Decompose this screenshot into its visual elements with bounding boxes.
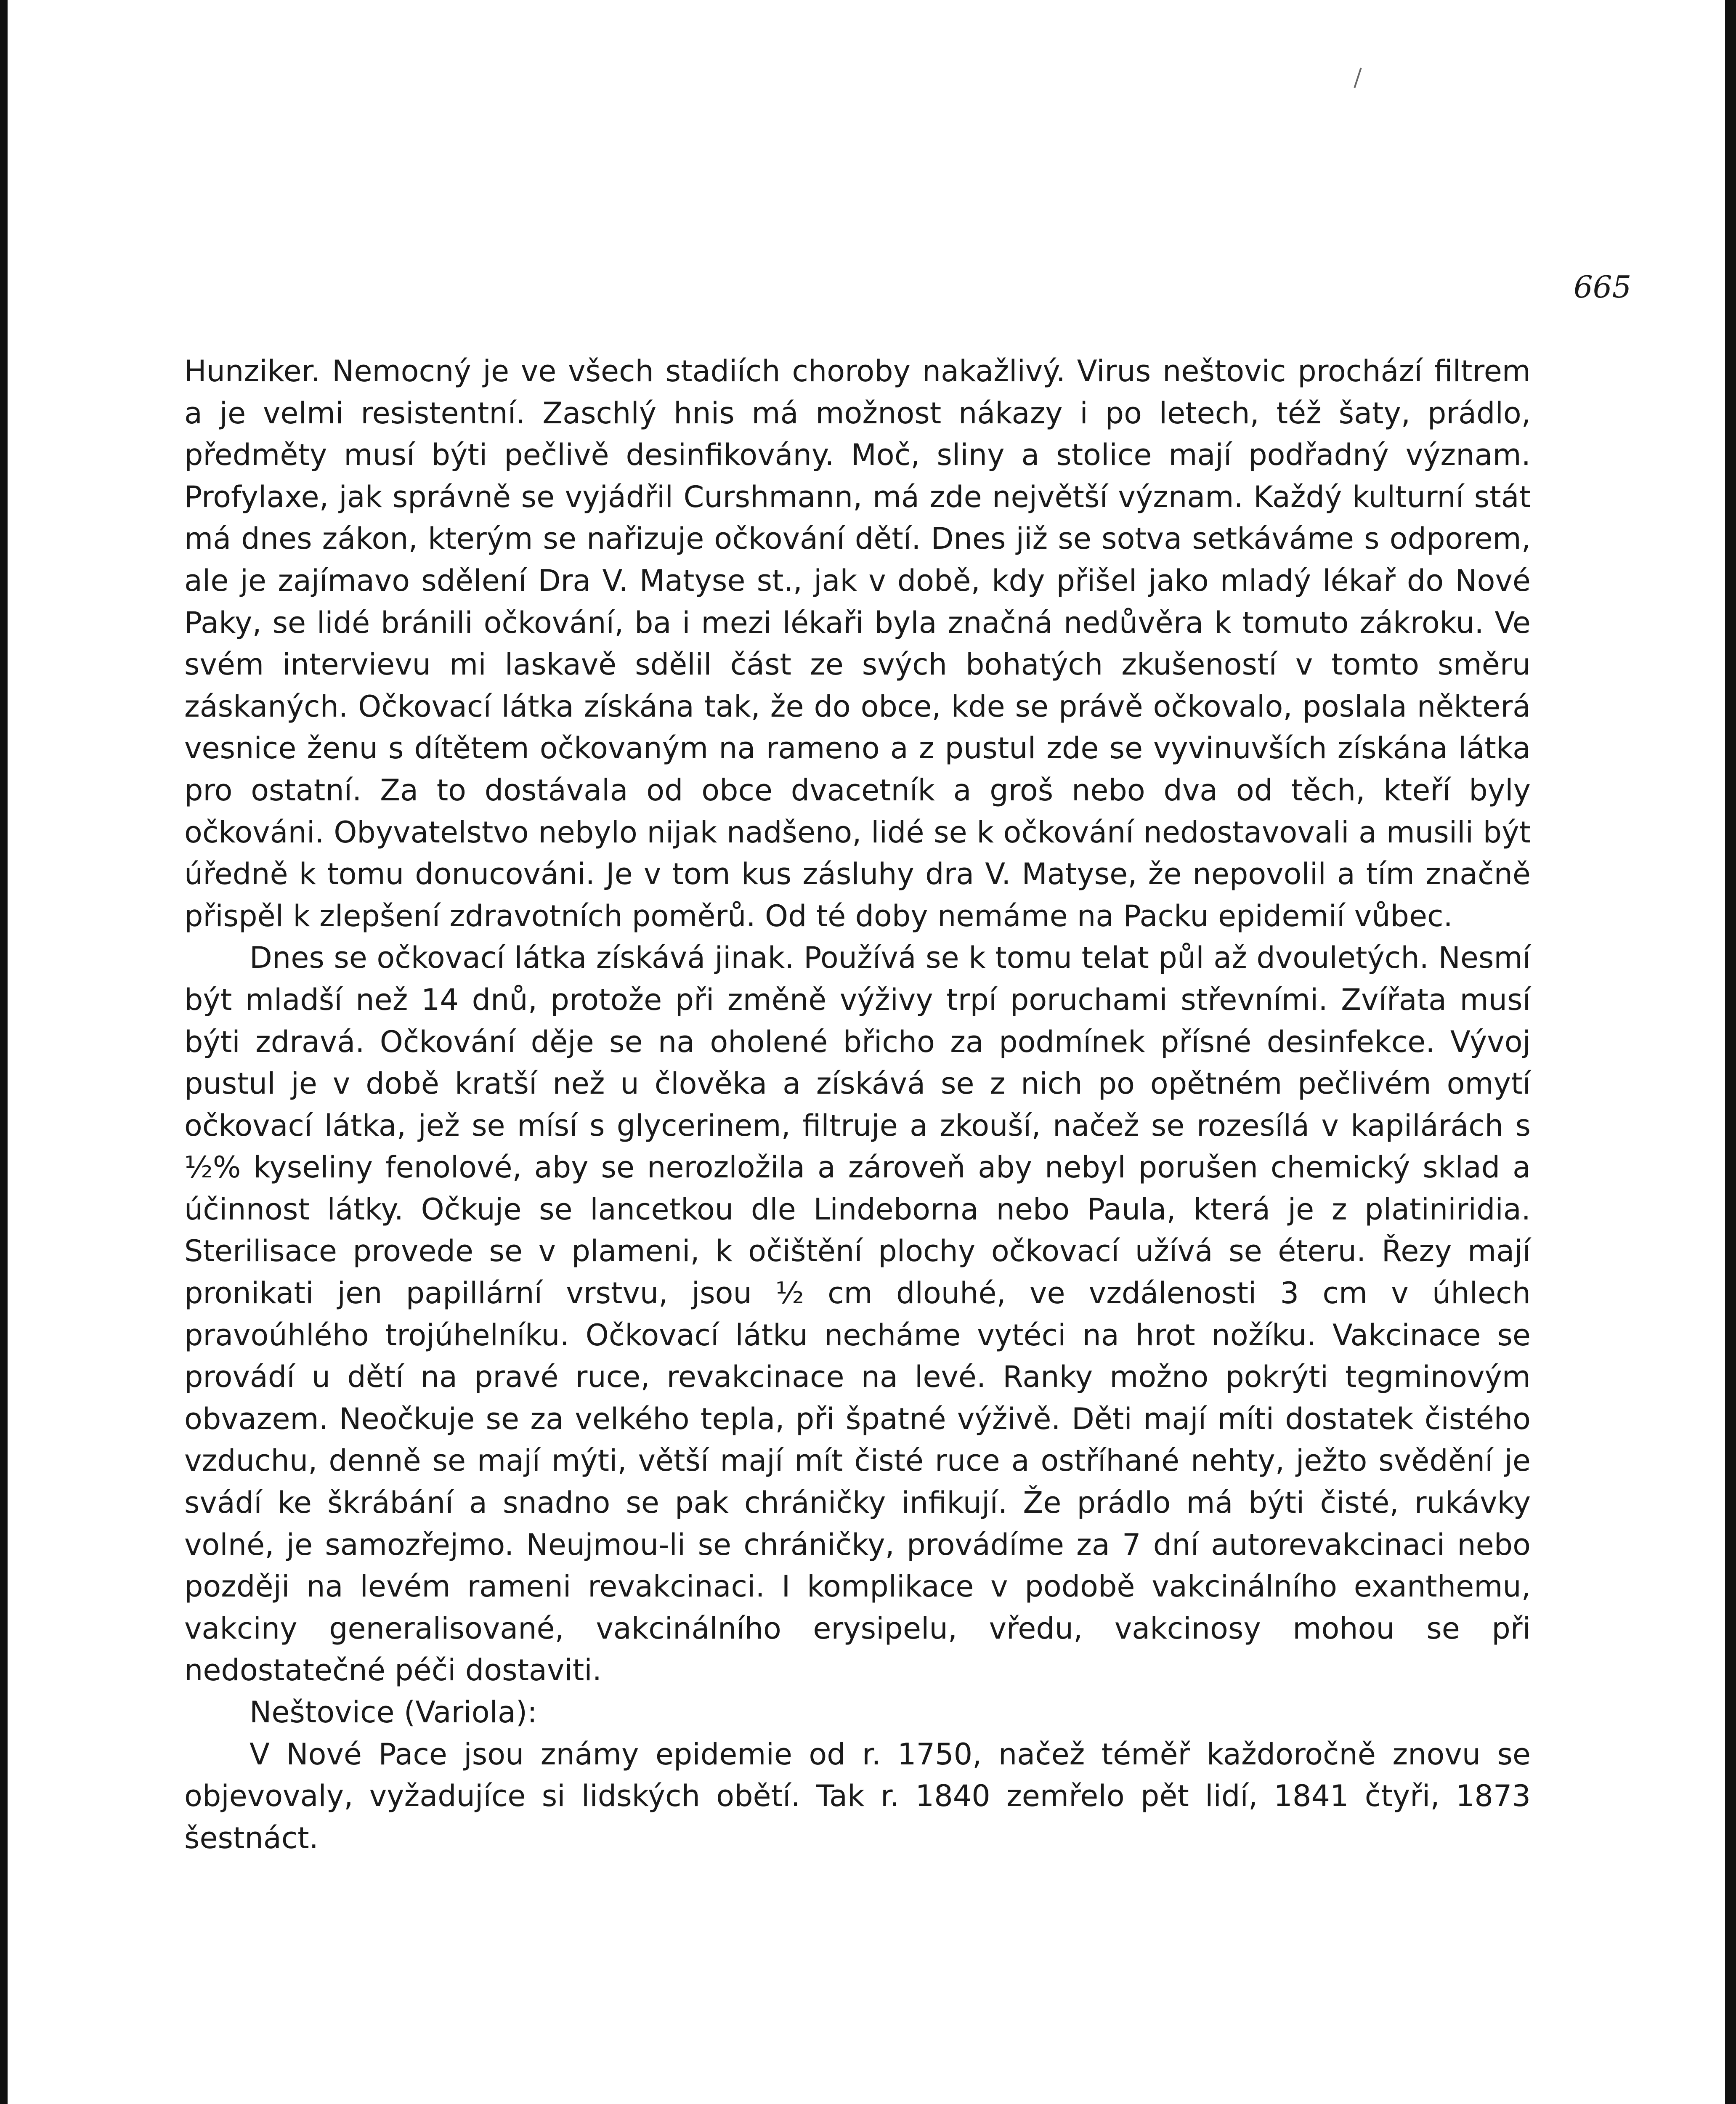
page-number: 665	[1574, 269, 1632, 305]
scan-edge-left	[0, 0, 8, 2104]
body-text	[184, 351, 1531, 1859]
scan-edge-right	[1725, 0, 1736, 2104]
section-heading: Neštovice (Variola):	[250, 1695, 537, 1729]
paragraph: Dnes se očkovací látka získává jinak. Používá se k tomu telat půl až dvouletých. Nesmí být mladší než 14 dnů, protože při změně výživy trpí poruchami střevními. Zvířata musí býti zdravá. Očkování děje se na oholené břicho za podmínek přísné desinfekce. Vývoj pustul je v době kratší než u člověka a získává se z nich po opětném pečlivém omytí očkovací látka, jež se mísí s glycerinem, filtruje a zkouší, načež se rozesílá v kapilárách s ½% kyseliny fenolové, aby se nerozložila a zároveň aby nebyl porušen chemický sklad a účinnost látky. Očkuje se lancetkou dle Lindeborna nebo Paula, která je z platiniridia. Sterilisace provede se v plameni, k očištění plochy očkovací užívá se éteru. Řezy mají pronikati jen papillární vrstvu, jsou ½ cm dlouhé, ve vzdálenosti 3 cm v úhlech pravoúhlého trojúhelníku. Očkovací látku necháme vytéci na hrot nožíku. Vakcinace se provádí u dětí na pravé ruce, revakcinace na levé. Ranky možno pokrýti tegminovým obvazem. Neočkuje se za velkého tepla, při špatné výživě. Děti mají míti dostatek čistého vzduchu, denně se mají mýti, větší mají mít čisté ruce a ostříhané nehty, ježto svědění je svádí ke škrábání a snadno se pak chráničky infikují. Že prádlo má býti čisté, rukávky volné, je samozřejmo. Neujmou-li se chráničky, provádíme za 7 dní autorevakcinaci nebo později na levém rameni revakcinaci. I komplikace v podobě vakcinálního exanthemu, vakciny generalisované, vakcinálního erysipelu, vředu, vakcinosy mohou se při nedostatečné péči dostaviti.	[184, 940, 1531, 1688]
scan-mark	[1354, 68, 1362, 88]
paragraph: V Nové Pace jsou známy epidemie od r. 1750, načež téměř každoročně znovu se objevovaly, vyžadujíce si lidských obětí. Tak r. 1840 zemřelo pět lidí, 1841 čtyři, 1873 šestnáct.	[184, 1737, 1531, 1855]
paragraph: Hunziker. Nemocný je ve všech stadiích choroby nakažlivý. Virus neštovic prochází filtrem a je velmi resistentní. Zaschlý hnis má možnost nákazy i po letech, též šaty, prádlo, předměty musí býti pečlivě desinfikovány. Moč, sliny a stolice mají podřadný význam. Profylaxe, jak správně se vyjádřil Curshmann, má zde největší význam. Každý kulturní stát má dnes zákon, kterým se nařizuje očkování dětí. Dnes již se sotva setkáváme s odporem, ale je zajímavo sdělení Dra V. Matyse st., jak v době, kdy přišel jako mladý lékař do Nové Paky, se lidé bránili očkování, ba i mezi lékaři byla značná nedůvěra k tomuto zákroku. Ve svém intervievu mi laskavě sdělil část ze svých bohatých zkušeností v tomto směru záskaných. Očkovací látka získána tak, že do obce, kde se právě očkovalo, poslala některá vesnice ženu s dítětem očkovaným na rameno a z pustul zde se vyvinuvších získána látka pro ostatní. Za to dostávala od obce dvacetník a groš nebo dva od těch, kteří byly očkováni. Obyvatelstvo nebylo nijak nadšeno, lidé se k očkování nedostavovali a musili být úředně k tomu donucováni. Je v tom kus zásluhy dra V. Matyse, že nepovolil a tím značně přispěl k zlepšení zdravotních poměrů. Od té doby nemáme na Packu epidemií vůbec.	[184, 354, 1531, 933]
